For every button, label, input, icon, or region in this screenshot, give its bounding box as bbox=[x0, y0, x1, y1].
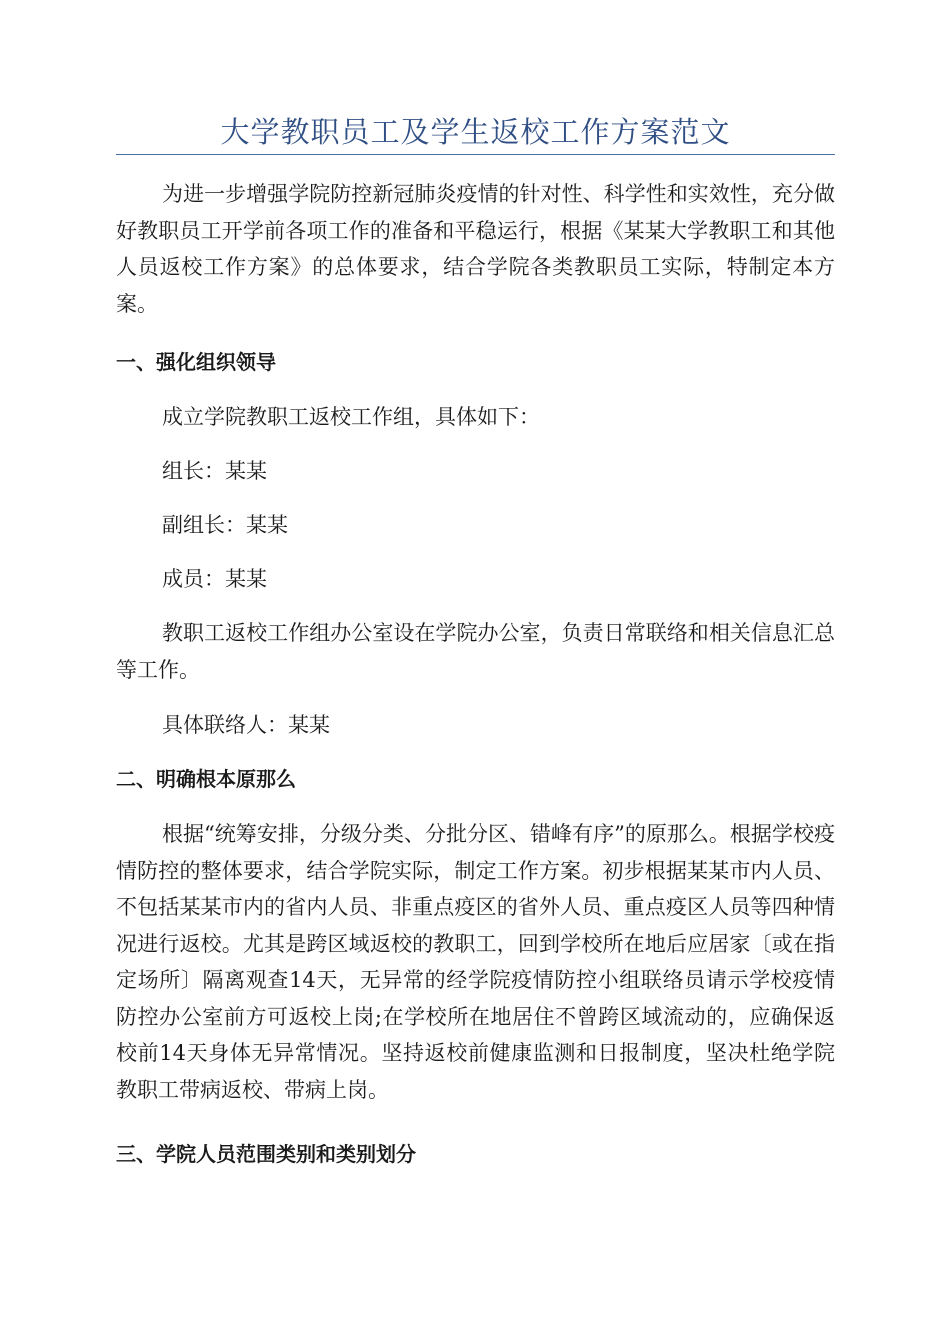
principles-paragraph: 根据“统筹安排，分级分类、分批分区、错峰有序”的原那么。根据学校疫情防控的整体要求，结合学院实际，制定工作方案。初步根据某某市内人员、不包括某某市内的省内人员、非重点疫区的省外人员、重点疫区人员等四种情况进行返校。尤其是跨区域返校的教职工，回到学校所在地后应居家〔或在指定场所〕隔离观查14天，无异常的经学院疫情防控小组联络员请示学校疫情防控办公室前方可返校上岗;在学校所在地居住不曾跨区域流动的，应确保返校前14天身体无异常情况。坚持返校前健康监测和日报制度，坚决杜绝学院教职工带病返校、带病上岗。 bbox=[116, 822, 835, 1102]
deputy-leader-text: 副组长：某某 bbox=[162, 513, 288, 537]
contact-person-text: 具体联络人：某某 bbox=[162, 713, 330, 737]
section-2-heading: 二、明确根本原那么 bbox=[116, 767, 296, 791]
intro-paragraph: 为进一步增强学院防控新冠肺炎疫情的针对性、科学性和实效性，充分做好教职员工开学前各项工作的准备和平稳运行，根据《某某大学教职工和其他人员返校工作方案》的总体要求，结合学院各类教职员工实际，特制定本方案。 bbox=[116, 182, 835, 316]
section-1-heading: 一、强化组织领导 bbox=[116, 350, 276, 374]
document-title: 大学教职员工及学生返校工作方案范文 bbox=[220, 115, 731, 149]
group-leader-text: 组长：某某 bbox=[162, 459, 267, 483]
members-text: 成员：某某 bbox=[162, 567, 267, 591]
group-intro-text: 成立学院教职工返校工作组，具体如下： bbox=[162, 405, 540, 429]
office-paragraph: 教职工返校工作组办公室设在学院办公室，负责日常联络和相关信息汇总等工作。 bbox=[116, 621, 835, 682]
title-underline bbox=[116, 154, 835, 155]
section-3-heading: 三、学院人员范围类别和类别划分 bbox=[116, 1142, 416, 1166]
